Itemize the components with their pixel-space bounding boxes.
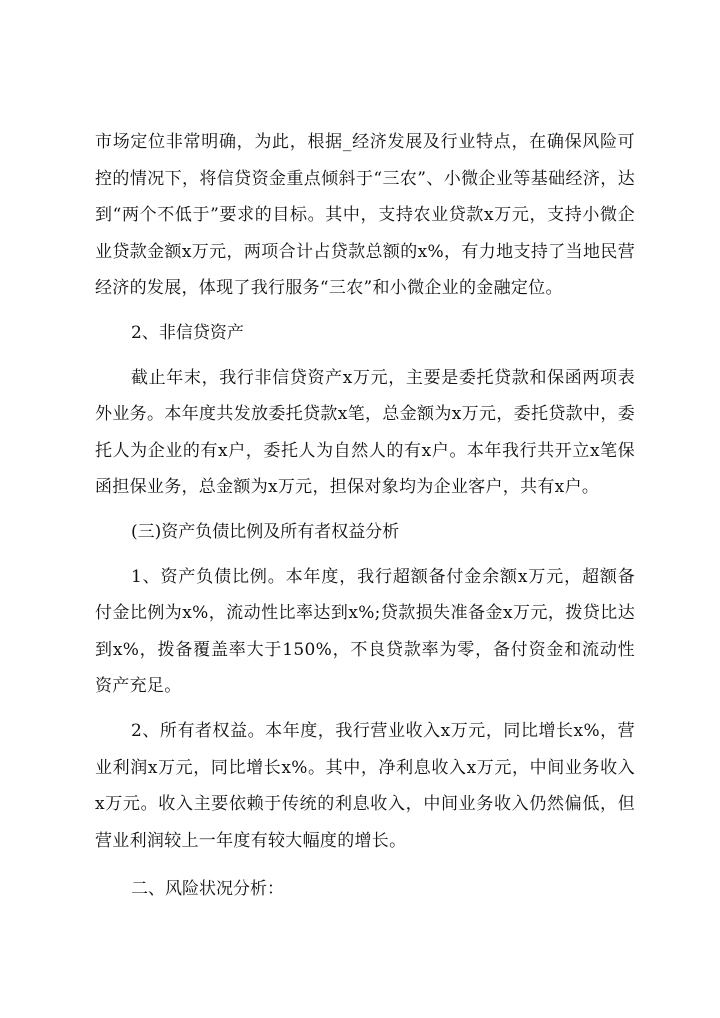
document-body (95, 124, 635, 908)
section-heading-asset-liability-ratio: (三)资产负债比例及所有者权益分析 (131, 521, 400, 542)
paragraph-non-credit-assets: 截止年末，我行非信贷资产x万元，主要是委托贷款和保函两项表外业务。本年度共发放委托贷款x笔，总金额为x万元，委托贷款中，委托人为企业的有x户，委托人为自然人的有x户。本年我行共开立x笔保函担保业务，总金额为x万元，担保对象均为企业客户，共有x户。 (95, 367, 635, 498)
section-heading-risk-analysis: 二、风险状况分析： (131, 879, 284, 900)
section-heading-non-credit-assets: 2、非信贷资产 (131, 322, 244, 343)
paragraph-owner-equity: 2、所有者权益。本年度，我行营业收入x万元，同比增长x%，营业利润x万元，同比增长x%。其中，净利息收入x万元，中间业务收入x万元。收入主要依赖于传统的利息收入，中间业务收入仍然偏低，但营业利润较上一年度有较大幅度的增长。 (95, 720, 635, 851)
paragraph-asset-liability-ratio: 1、资产负债比例。本年度，我行超额备付金余额x万元，超额备付金比例为x%，流动性比率达到x%;贷款损失准备金x万元，拨贷比达到x%，拨备覆盖率大于150%，不良贷款率为零，备付资金和流动性资产充足。 (95, 566, 635, 697)
paragraph-market-positioning: 市场定位非常明确，为此，根据_经济发展及行业特点，在确保风险可控的情况下，将信贷资金重点倾斜于“三农”、小微企业等基础经济，达到“两个不低于”要求的目标。其中，支持农业贷款x万元，支持小微企业贷款金额x万元，两项合计占贷款总额的x%，有力地支持了当地民营经济的发展，体现了我行服务“三农”和小微企业的金融定位。 (95, 132, 635, 299)
